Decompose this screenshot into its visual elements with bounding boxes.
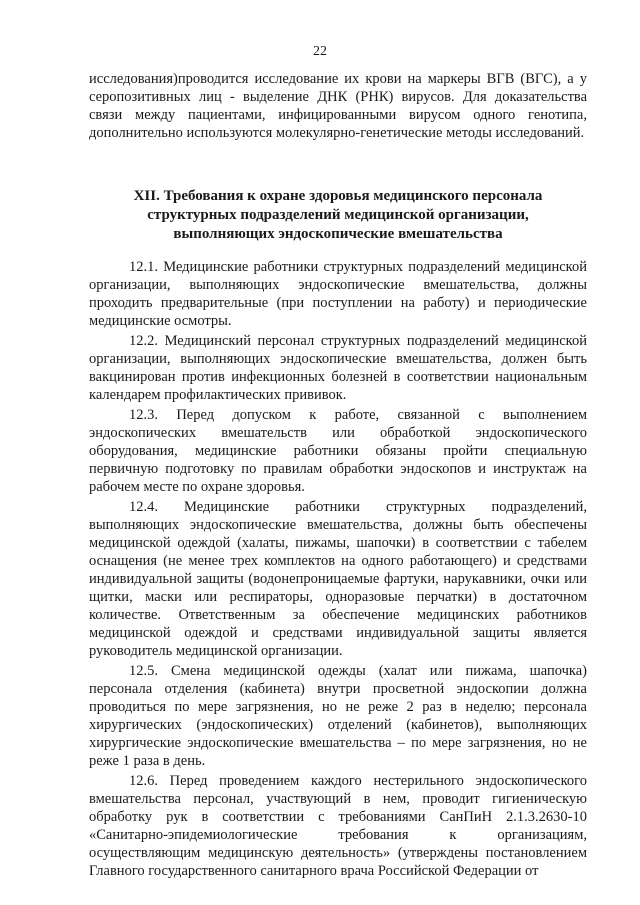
item-12-1: 12.1. Медицинские работники структурных подразделений медицинской организации, выполняющих эндоскопические вмешательства, должны проходить предварительные (при поступлении на работу) и периодические медицинские осмотры.: [89, 259, 587, 329]
section-title-line-2: структурных подразделений медицинской организации,: [147, 207, 529, 223]
item-12-3: 12.3. Перед допуском к работе, связанной с выполнением эндоскопических вмешательств или обработкой эндоскопического оборудования, медицинские работники обязаны пройти специальную первичную подготовку по правилам обработки эндоскопов и инструктаж на рабочем месте по охране здоровья.: [89, 407, 587, 495]
page-number: 22: [313, 44, 327, 59]
item-12-4: 12.4. Медицинские работники структурных подразделений, выполняющих эндоскопические вмешательства, должны быть обеспечены медицинской одеждой (халаты, пижамы, шапочки) в соответствии с табелем оснащения (не менее трех комплектов на одного работающего) и средствами индивидуальной защиты (водонепроницаемые фартуки, нарукавники, очки или щитки, маски или респираторы, одноразовые перчатки) в достаточном количестве. Ответственным за обеспечение медицинских работников медицинской одеждой и средствами индивидуальной защиты является руководитель медицинской организации.: [89, 499, 587, 659]
section-title: [89, 187, 587, 244]
section-title-line-3: выполняющих эндоскопические вмешательства: [173, 226, 503, 242]
intro-paragraph-block: [89, 70, 587, 142]
section-items: [89, 258, 587, 880]
section-title-line-1: XII. Требования к охране здоровья медицинского персонала: [133, 188, 543, 204]
intro-paragraph: исследования)проводится исследование их крови на маркеры ВГВ (ВГС), а у серопозитивных лиц - выделение ДНК (РНК) вирусов. Для доказательства связи между пациентами, инфицированными вирусом одного генотипа, дополнительно используются молекулярно-генетические методы исследований.: [89, 71, 587, 141]
item-12-5: 12.5. Смена медицинской одежды (халат или пижама, шапочка) персонала отделения (кабинета) внутри просветной эндоскопии должна проводиться по мере загрязнения, но не реже 2 раз в неделю; персонала хирургических (эндоскопических) отделений (кабинетов), выполняющих хирургические эндоскопические вмешательства – по мере загрязнения, но не реже 1 раза в день.: [89, 663, 587, 769]
item-12-2: 12.2. Медицинский персонал структурных подразделений медицинской организации, выполняющих эндоскопические вмешательства, должен быть вакцинирован против инфекционных болезней в соответствии национальным календарем профилактических прививок.: [89, 333, 587, 403]
item-12-6: 12.6. Перед проведением каждого нестерильного эндоскопического вмешательства персонал, участвующий в нем, проводит гигиеническую обработку рук в соответствии с требованиями СанПиН 2.1.3.2630-10 «Санитарно-эпидемиологические требования к организациям, осуществляющим медицинскую деятельность» (утверждены постановлением Главного государственного санитарного врача Российской Федерации от: [89, 773, 587, 879]
